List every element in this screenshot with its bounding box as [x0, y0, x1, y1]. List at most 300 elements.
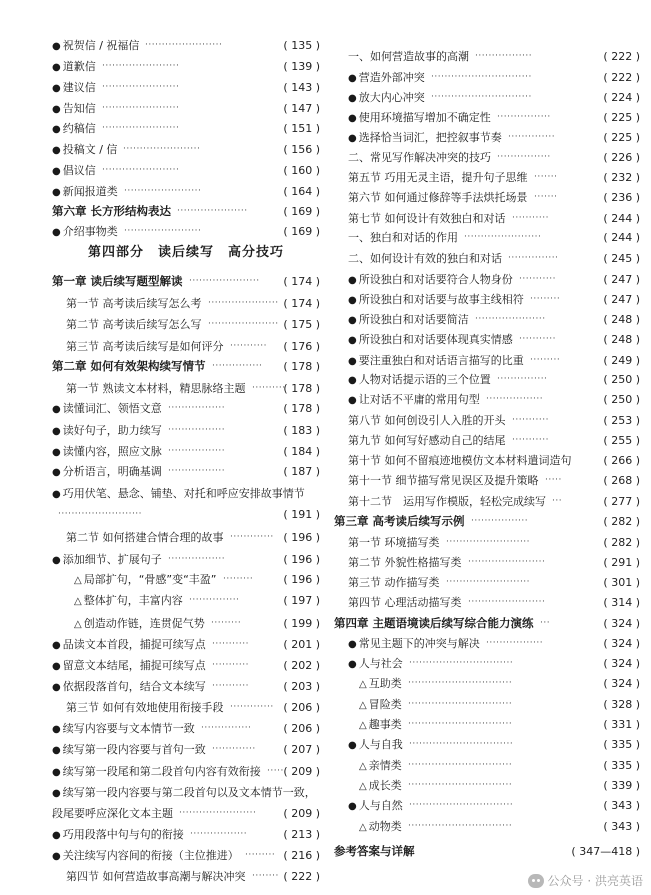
page-number: ( 169 ) [283, 205, 320, 218]
part-heading [0, 243, 330, 262]
entry-text: 第二节 如何搭建合情合理的故事 [66, 531, 224, 544]
entry-text: 一、独白和对话的作用 [348, 231, 458, 244]
toc-entry [331, 188, 651, 207]
entry-text: 冒险类 [368, 698, 402, 711]
triangle-bullet-icon: △ [74, 596, 82, 607]
entry-text: 第六章 长方形结构表达 [52, 204, 172, 218]
entry-title [348, 654, 403, 674]
page-number: ( 324 ) [603, 617, 640, 630]
page-number: ( 347—418 ) [571, 845, 640, 858]
leader-dots: ····················· [208, 319, 279, 329]
toc-entry [0, 140, 330, 159]
entry-title [348, 249, 502, 268]
entry-text: 放大内心冲突 [358, 91, 425, 104]
entry-title [74, 591, 183, 611]
page-number: ( 175 ) [283, 318, 320, 331]
bullet-dot-icon: ● [348, 295, 357, 306]
bullet-dot-icon: ● [52, 41, 61, 52]
entry-text: 第二节 高考读后续写怎么写 [66, 318, 202, 331]
entry-title [66, 867, 246, 886]
leader-dots: ······················· [124, 226, 202, 236]
entry-text: 第三节 高考读后续写是如何评分 [66, 340, 224, 353]
leader-dots: ··········· [230, 341, 267, 351]
toc-entry [0, 762, 330, 781]
toc-entry [0, 36, 330, 55]
bullet-dot-icon: ● [52, 447, 61, 458]
bullet-dot-icon: ● [348, 356, 357, 367]
page-number: ( 203 ) [283, 680, 320, 693]
bullet-dot-icon: ● [348, 315, 357, 326]
leader-dots: ························· [58, 509, 143, 519]
entry-text: 要注重独白和对话语言描写的比重 [358, 354, 524, 367]
toc-entry [331, 817, 651, 836]
leader-dots: ··············· [201, 723, 252, 733]
page-number: ( 164 ) [283, 185, 320, 198]
entry-title [74, 614, 205, 634]
bullet-dot-icon: ● [348, 659, 357, 670]
entry-title [52, 656, 206, 676]
entry-title [348, 128, 502, 148]
leader-dots: ······························· [408, 760, 513, 770]
toc-entry [331, 634, 651, 653]
leader-dots: ··············· [212, 361, 263, 371]
entry-title [52, 36, 139, 56]
entry-title [66, 698, 224, 717]
triangle-bullet-icon: △ [74, 619, 82, 630]
page-number: ( 225 ) [603, 111, 640, 124]
page-number: ( 339 ) [603, 779, 640, 792]
page-number: ( 343 ) [603, 820, 640, 833]
entry-text: 建议信 [62, 81, 96, 94]
bullet-dot-icon: ● [52, 62, 61, 73]
leader-dots: ··········· [512, 213, 549, 223]
triangle-bullet-icon: △ [74, 575, 82, 586]
toc-entry [0, 222, 330, 241]
entry-text: 第四部分 读后续写 高分技巧 [88, 245, 285, 260]
entry-text: 创造动作链，连贯促气势 [83, 617, 205, 630]
leader-dots: ··········· [512, 435, 549, 445]
toc-entry [0, 867, 330, 886]
leader-dots: ····················· [189, 276, 260, 286]
entry-text: 续写内容要与文本情节一致 [62, 722, 195, 735]
bullet-dot-icon: ● [52, 83, 61, 94]
entry-text: 续写第一段内容要与首句一致 [62, 743, 206, 756]
entry-text: 参考答案与详解 [334, 844, 415, 858]
page-number: ( 169 ) [283, 225, 320, 238]
bullet-dot-icon: ● [348, 133, 357, 144]
entry-title [52, 635, 206, 655]
entry-text: 祝贺信 / 祝福信 [62, 39, 140, 52]
bullet-dot-icon: ● [52, 767, 61, 778]
entry-title [52, 140, 117, 160]
toc-entry [0, 421, 330, 440]
toc-entry [331, 533, 651, 552]
entry-title [348, 209, 506, 228]
bullet-dot-icon: ● [52, 661, 61, 672]
entry-text: 互助类 [368, 677, 402, 690]
entry-text: 倡议信 [62, 164, 96, 177]
entry-title [52, 783, 316, 803]
entry-title [52, 357, 206, 376]
leader-dots: ········· [245, 850, 276, 860]
entry-title [348, 188, 528, 207]
leader-dots: ······· [534, 172, 558, 182]
entry-text: 第一节 熟读文本材料，精思脉络主题 [66, 382, 246, 395]
bullet-dot-icon: ● [52, 851, 61, 862]
toc-entry [0, 315, 330, 334]
entry-text: 介绍事物类 [62, 225, 118, 238]
entry-title [52, 99, 96, 119]
entry-text: 人与自然 [358, 799, 403, 812]
leader-dots: ················· [475, 51, 533, 61]
page-number: ( 250 ) [603, 373, 640, 386]
entry-text: 使用环境描写增加不确定性 [358, 111, 491, 124]
leader-dots: ··········· [519, 334, 556, 344]
entry-title [52, 719, 195, 739]
entry-title [334, 512, 465, 531]
page-number: ( 222 ) [283, 870, 320, 883]
bullet-dot-icon: ● [348, 740, 357, 751]
entry-text: 第三节 动作描写类 [348, 576, 440, 589]
leader-dots: ················· [168, 425, 226, 435]
page-number: ( 226 ) [603, 151, 640, 164]
leader-dots: ······················· [102, 82, 180, 92]
entry-title [66, 528, 224, 547]
leader-dots: ······························· [409, 800, 514, 810]
page-number: ( 160 ) [283, 164, 320, 177]
toc-entry [0, 182, 330, 201]
page-number: ( 196 ) [283, 531, 320, 544]
bullet-dot-icon: ● [52, 788, 61, 799]
leader-dots: ····················· [177, 206, 248, 216]
leader-dots: ·············· [508, 132, 556, 142]
page-number: ( 314 ) [603, 596, 640, 609]
entry-title [66, 315, 202, 334]
entry-title [52, 442, 162, 462]
entry-title [348, 228, 458, 247]
leader-dots: ················· [486, 394, 544, 404]
page-number: ( 178 ) [283, 402, 320, 415]
entry-title [359, 674, 402, 694]
toc-entry [0, 591, 330, 610]
toc-entry [0, 505, 330, 524]
triangle-bullet-icon: △ [359, 700, 367, 711]
leader-dots: ········· [223, 574, 254, 584]
entry-text: 第九节 如何写好感动自己的结尾 [348, 434, 506, 447]
entry-text: 投稿文 / 信 [62, 143, 118, 156]
page-number: ( 268 ) [603, 474, 640, 487]
bullet-dot-icon: ● [52, 682, 61, 693]
leader-dots: ······························· [409, 739, 514, 749]
toc-entry [331, 68, 651, 87]
chapter-heading [331, 614, 651, 633]
toc-entry [331, 715, 651, 734]
entry-title [52, 804, 173, 823]
entry-text: 依据段落首句，结合文本续写 [62, 680, 206, 693]
leader-dots: ··········· [212, 639, 249, 649]
toc-entry [331, 270, 651, 289]
page-number: ( 324 ) [603, 657, 640, 670]
entry-text: 整体扩句，丰富内容 [83, 594, 183, 607]
triangle-bullet-icon: △ [359, 679, 367, 690]
leader-dots: ··········· [212, 681, 249, 691]
entry-title [52, 119, 96, 139]
entry-text: 第四章 主题语境读后续写综合能力演练 [334, 616, 534, 630]
triangle-bullet-icon: △ [359, 720, 367, 731]
toc-entry [0, 614, 330, 633]
entry-title [52, 846, 239, 866]
entry-title [66, 379, 246, 398]
leader-dots: ······················· [123, 144, 201, 154]
toc-entry [331, 351, 651, 370]
entry-title [348, 290, 524, 310]
page-number: ( 143 ) [283, 81, 320, 94]
entry-text: 趣事类 [368, 718, 402, 731]
page-number: ( 343 ) [603, 799, 640, 812]
chapter-heading [0, 357, 330, 376]
entry-title [348, 492, 546, 511]
entry-title [52, 182, 118, 202]
entry-text: 亲情类 [368, 759, 402, 772]
entry-title [334, 614, 534, 633]
page-number: ( 187 ) [283, 465, 320, 478]
entry-text: 第八节 如何创设引人入胜的开头 [348, 414, 506, 427]
toc-entry [331, 492, 651, 511]
entry-title [52, 202, 171, 221]
leader-dots: ··· [552, 496, 563, 506]
watermark-text: 公众号 · 洪亮英语 [547, 874, 643, 888]
leader-dots: ··············· [189, 595, 240, 605]
leader-dots: ··············· [508, 253, 559, 263]
entry-text: 所设独白和对话要符合人物身份 [358, 273, 513, 286]
bullet-dot-icon: ● [52, 145, 61, 156]
entry-text: 第七节 如何设计有效独白和对话 [348, 212, 506, 225]
page-number: ( 139 ) [283, 60, 320, 73]
toc-entry [331, 168, 651, 187]
bullet-dot-icon: ● [52, 745, 61, 756]
toc-entry [331, 735, 651, 754]
page-number: ( 245 ) [603, 252, 640, 265]
leader-dots: ············· [230, 702, 274, 712]
leader-dots: ············· [230, 532, 274, 542]
entry-title [348, 411, 506, 430]
leader-dots: ················· [168, 446, 226, 456]
entry-text: 约稿信 [62, 122, 96, 135]
toc-entry [331, 431, 651, 450]
toc-entry [0, 804, 330, 823]
page-number: ( 206 ) [283, 722, 320, 735]
entry-title [334, 842, 415, 861]
entry-title [359, 776, 402, 796]
entry-text: 所设独白和对话要与故事主线相符 [358, 293, 524, 306]
page-number: ( 135 ) [283, 39, 320, 52]
entry-title [348, 351, 524, 371]
entry-title [52, 272, 183, 291]
entry-text: 道歉信 [62, 60, 96, 73]
entry-text: 第一章 读后续写题型解读 [52, 274, 183, 288]
leader-dots: ················ [497, 152, 551, 162]
entry-title [348, 68, 425, 88]
entry-title [348, 390, 480, 410]
bullet-dot-icon: ● [52, 724, 61, 735]
leader-dots: ················· [168, 403, 226, 413]
bullet-dot-icon: ● [348, 93, 357, 104]
toc-entry [0, 57, 330, 76]
page-number: ( 176 ) [283, 340, 320, 353]
entry-text: 营造外部冲突 [358, 71, 425, 84]
leader-dots: ··········· [212, 660, 249, 670]
toc-entry [331, 796, 651, 815]
toc-entry [331, 593, 651, 612]
entry-text: 选择恰当词汇，把控叙事节奏 [358, 131, 502, 144]
entry-title [348, 310, 469, 330]
entry-text: 人与社会 [358, 657, 403, 670]
entry-title [52, 78, 96, 98]
entry-text: 读懂内容，照应文脉 [62, 445, 162, 458]
entry-title [348, 330, 513, 350]
leader-dots: ········· [530, 355, 561, 365]
page-number: ( 335 ) [603, 759, 640, 772]
entry-title [52, 222, 118, 242]
page-number: ( 247 ) [603, 273, 640, 286]
toc-entry [331, 128, 651, 147]
leader-dots: ····· [545, 475, 562, 485]
entry-text: 段尾要呼应深化文本主题 [52, 807, 173, 820]
bullet-dot-icon: ● [348, 335, 357, 346]
toc-entry [331, 249, 651, 268]
page-number: ( 224 ) [603, 91, 640, 104]
page-number: ( 183 ) [283, 424, 320, 437]
leader-dots: ······························· [408, 821, 513, 831]
toc-entry [0, 528, 330, 547]
page-number: ( 232 ) [603, 171, 640, 184]
entry-title [348, 431, 506, 450]
entry-title [359, 695, 402, 715]
page-number: ( 216 ) [283, 849, 320, 862]
page-number: ( 174 ) [283, 297, 320, 310]
toc-entry [0, 484, 330, 503]
toc-entry [0, 379, 330, 398]
page-number: ( 248 ) [603, 333, 640, 346]
bullet-dot-icon: ● [52, 187, 61, 198]
page-number: ( 255 ) [603, 434, 640, 447]
entry-text: 品读文本首段，捕捉可续写点 [62, 638, 206, 651]
toc-entry [0, 399, 330, 418]
entry-title [348, 108, 491, 128]
leader-dots: ······················· [145, 40, 223, 50]
entry-text: 人与自我 [358, 738, 403, 751]
toc-entry [331, 451, 651, 470]
entry-text: 人物对话提示语的三个位置 [358, 373, 491, 386]
bullet-dot-icon: ● [348, 113, 357, 124]
entry-text: 添加细节、扩展句子 [62, 553, 162, 566]
entry-text: 第二节 外貌性格描写类 [348, 556, 462, 569]
page-number: ( 196 ) [283, 553, 320, 566]
toc-entry [0, 161, 330, 180]
bullet-dot-icon: ● [52, 830, 61, 841]
leader-dots: ······························ [431, 92, 532, 102]
page-number: ( 178 ) [283, 382, 320, 395]
entry-title [348, 88, 425, 108]
triangle-bullet-icon: △ [359, 761, 367, 772]
toc-entry [331, 209, 651, 228]
entry-text: 一、如何营造故事的高潮 [348, 50, 469, 63]
bullet-dot-icon: ● [348, 801, 357, 812]
page-number: ( 197 ) [283, 594, 320, 607]
entry-text: 所设独白和对话要体现真实情感 [358, 333, 513, 346]
entry-title [52, 57, 96, 77]
page-number: ( 266 ) [603, 454, 640, 467]
toc-entry [331, 228, 651, 247]
toc-entry [0, 783, 330, 802]
entry-title [52, 740, 206, 760]
leader-dots: ············· [212, 744, 256, 754]
leader-dots: ··· [540, 618, 551, 628]
entry-title [348, 735, 403, 755]
bullet-dot-icon: ● [52, 640, 61, 651]
bullet-dot-icon: ● [348, 73, 357, 84]
entry-title [52, 161, 96, 181]
page-number: ( 184 ) [283, 445, 320, 458]
entry-title [66, 294, 202, 313]
page-number: ( 335 ) [603, 738, 640, 751]
leader-dots: ······················· [124, 186, 202, 196]
toc-entry [331, 776, 651, 795]
toc-entry [0, 740, 330, 759]
entry-text: 第四节 如何营造故事高潮与解决冲突 [66, 870, 246, 883]
entry-title [348, 593, 462, 612]
bullet-dot-icon: ● [52, 489, 61, 500]
entry-text: 续写第一段内容要与第二段首句以及文本情节一致， [62, 786, 316, 799]
entry-text: 巧用段落中句与句的衔接 [62, 828, 184, 841]
leader-dots: ················· [168, 466, 226, 476]
entry-text: 第二章 如何有效架构续写情节 [52, 359, 206, 373]
entry-title [348, 168, 528, 187]
entry-text: 局部扩句，“骨感”变“丰盈” [83, 573, 217, 586]
toc-entry [0, 719, 330, 738]
leader-dots: ········· [211, 618, 242, 628]
leader-dots: ······················· [102, 61, 180, 71]
entry-text: 留意文本结尾，捕捉可续写点 [62, 659, 206, 672]
page-number: ( 253 ) [603, 414, 640, 427]
page-number: ( 291 ) [603, 556, 640, 569]
leader-dots: ························· [446, 577, 531, 587]
page-number: ( 248 ) [603, 313, 640, 326]
triangle-bullet-icon: △ [359, 822, 367, 833]
leader-dots: ····· [267, 766, 284, 776]
toc-entry [331, 411, 651, 430]
page-number: ( 222 ) [603, 71, 640, 84]
leader-dots: ····················· [475, 314, 546, 324]
toc-entry [0, 635, 330, 654]
bullet-dot-icon: ● [52, 166, 61, 177]
toc-entry [331, 573, 651, 592]
toc-entry [331, 390, 651, 409]
bullet-dot-icon: ● [348, 395, 357, 406]
leader-dots: ················· [471, 516, 529, 526]
page-number: ( 282 ) [603, 536, 640, 549]
entry-text: 第六节 如何通过修辞等手法烘托场景 [348, 191, 528, 204]
triangle-bullet-icon: △ [359, 781, 367, 792]
page-number: ( 207 ) [283, 743, 320, 756]
page-number: ( 156 ) [283, 143, 320, 156]
toc-entry [0, 99, 330, 118]
page-number: ( 191 ) [283, 508, 320, 521]
entry-text: 新闻报道类 [62, 185, 118, 198]
entry-title [88, 243, 284, 262]
toc-entry [331, 471, 651, 490]
leader-dots: ··············· [497, 374, 548, 384]
